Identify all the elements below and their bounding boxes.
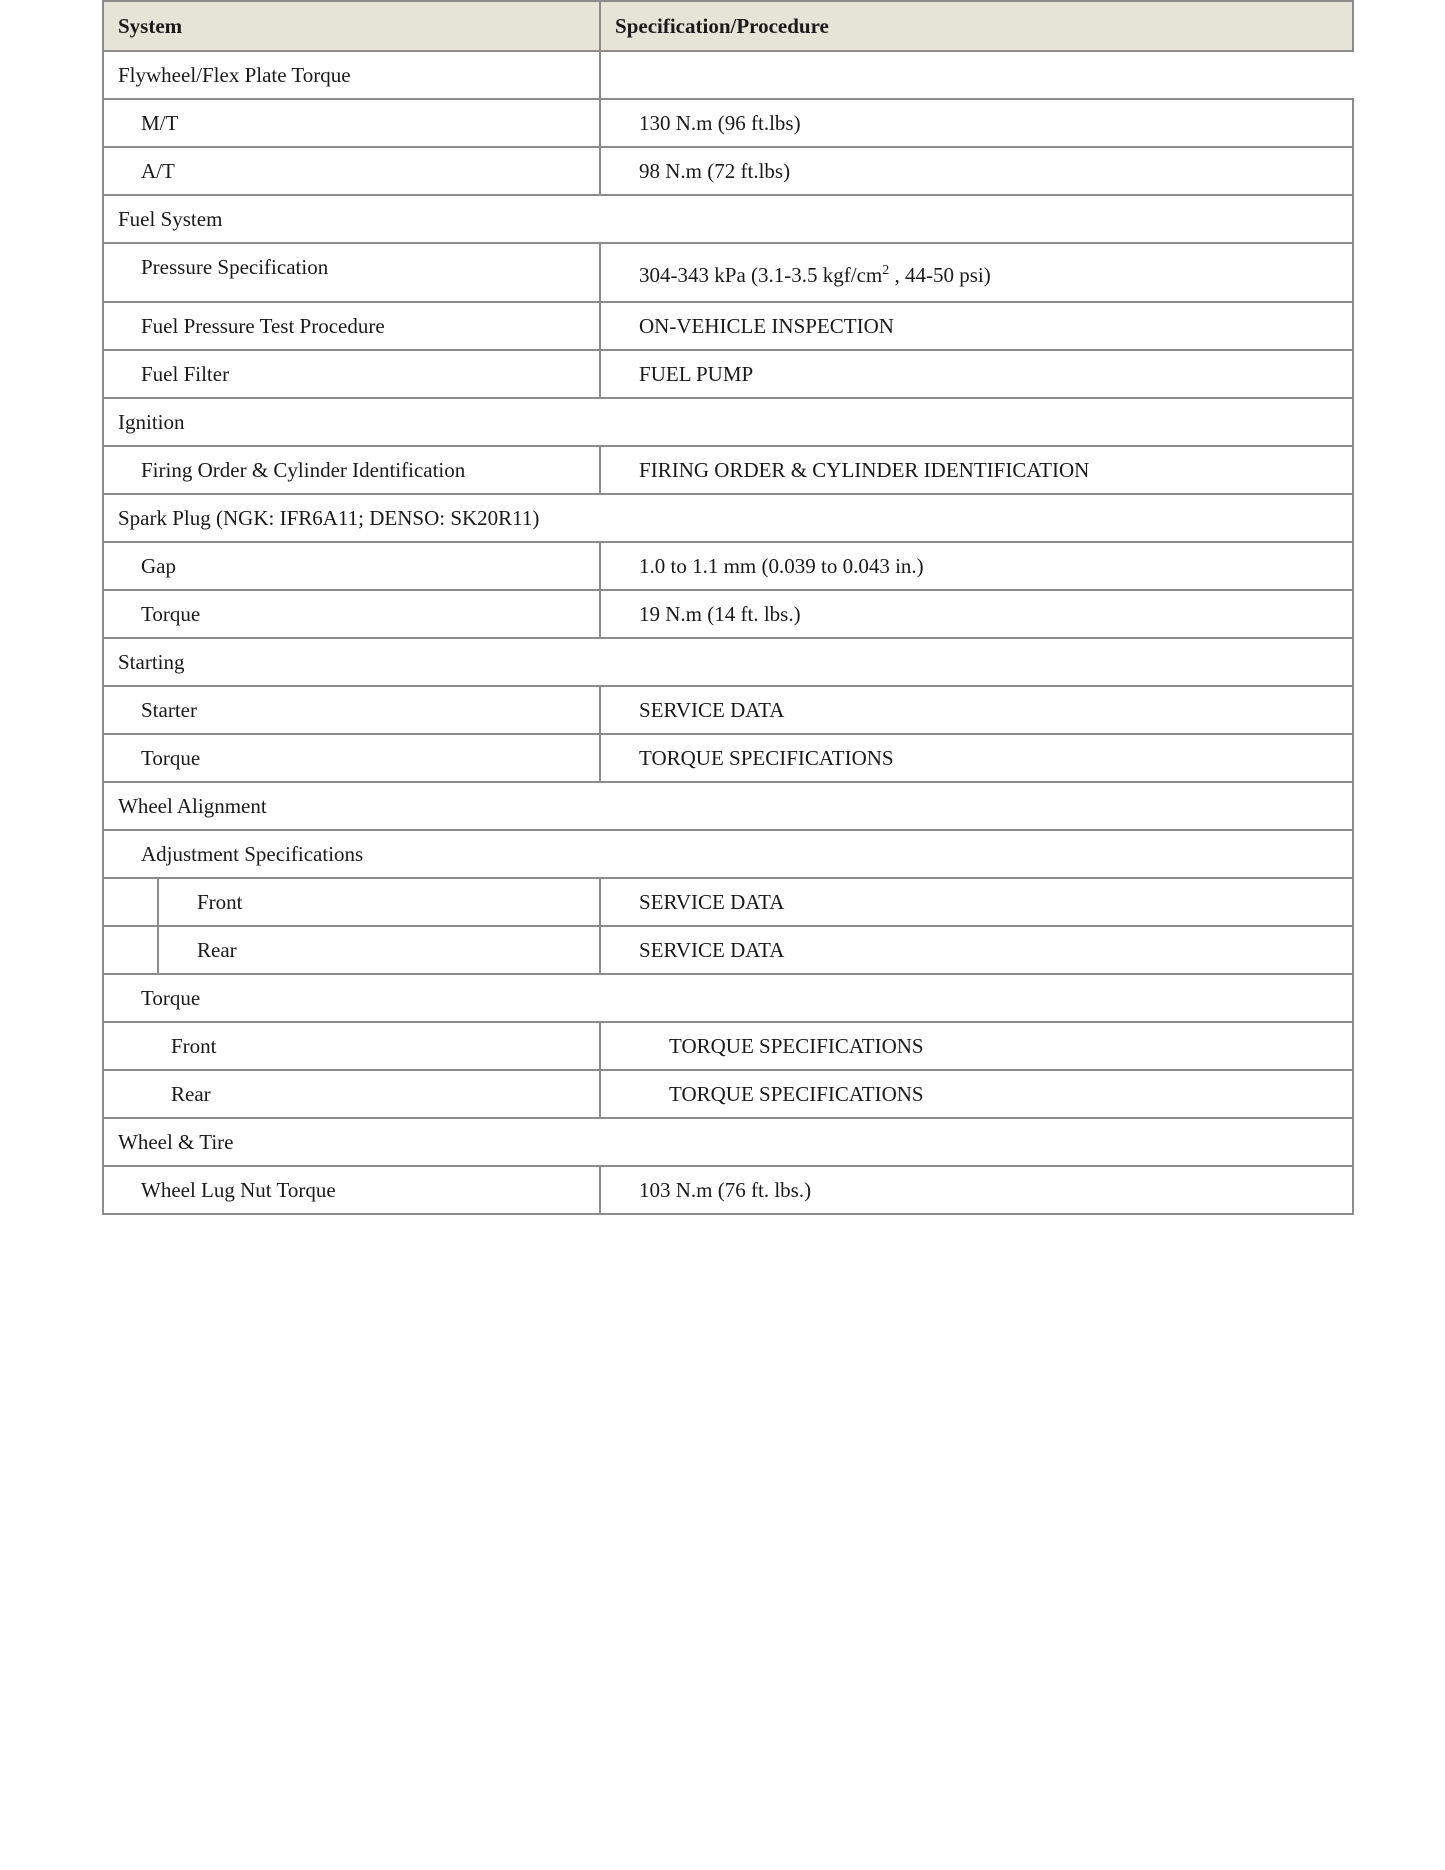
row-value: TORQUE SPECIFICATIONS (600, 734, 1353, 782)
table-row (103, 1022, 1353, 1070)
row-value: SERVICE DATA (600, 878, 1353, 926)
table-row (103, 926, 1353, 974)
row-label: Front (103, 1022, 600, 1070)
empty-cell (600, 51, 1353, 99)
header-system: System (103, 1, 600, 51)
section-label-starting: Starting (103, 638, 1353, 686)
section-row (103, 1118, 1353, 1166)
section-row (103, 782, 1353, 830)
row-label: Torque (103, 734, 600, 782)
table-row (103, 99, 1353, 147)
row-label: A/T (103, 147, 600, 195)
superscript-two: 2 (882, 263, 890, 278)
header-specification: Specification/Procedure (600, 1, 1353, 51)
section-row (103, 51, 1353, 99)
section-row (103, 195, 1353, 243)
section-row (103, 494, 1353, 542)
row-value: 1.0 to 1.1 mm (0.039 to 0.043 in.) (600, 542, 1353, 590)
row-label: Pressure Specification (103, 243, 600, 302)
row-label: Gap (103, 542, 600, 590)
pressure-value-main: 304-343 kPa (3.1-3.5 kgf/cm (639, 263, 883, 287)
table-row (103, 878, 1353, 926)
row-value: FIRING ORDER & CYLINDER IDENTIFICATION (600, 446, 1353, 494)
table-row (103, 542, 1353, 590)
indent-cell (103, 926, 158, 974)
table-row (103, 243, 1353, 302)
row-label: Starter (103, 686, 600, 734)
table-row (103, 446, 1353, 494)
section-label-wheel-alignment: Wheel Alignment (103, 782, 1353, 830)
row-value: FUEL PUMP (600, 350, 1353, 398)
section-row (103, 398, 1353, 446)
row-value: SERVICE DATA (600, 926, 1353, 974)
section-label-wheel-tire: Wheel & Tire (103, 1118, 1353, 1166)
section-label-spark-plug: Spark Plug (NGK: IFR6A11; DENSO: SK20R11) (103, 494, 1353, 542)
section-label-flywheel: Flywheel/Flex Plate Torque (103, 51, 600, 99)
subsection-row (103, 974, 1353, 1022)
table-row (103, 590, 1353, 638)
section-label-ignition: Ignition (103, 398, 1353, 446)
row-label: Fuel Filter (103, 350, 600, 398)
table-row (103, 147, 1353, 195)
subsection-label-torque: Torque (103, 974, 1353, 1022)
pressure-value-tail: , 44-50 psi) (889, 263, 991, 287)
row-value: TORQUE SPECIFICATIONS (600, 1022, 1353, 1070)
row-value: 103 N.m (76 ft. lbs.) (600, 1166, 1353, 1214)
table-row (103, 1070, 1353, 1118)
table-row (103, 734, 1353, 782)
row-label: Rear (103, 1070, 600, 1118)
row-label: M/T (103, 99, 600, 147)
row-label: Rear (158, 926, 600, 974)
row-value (600, 243, 1353, 302)
subsection-label-adjustment: Adjustment Specifications (103, 830, 1353, 878)
row-label: Fuel Pressure Test Procedure (103, 302, 600, 350)
row-value: 130 N.m (96 ft.lbs) (600, 99, 1353, 147)
section-label-fuel: Fuel System (103, 195, 1353, 243)
row-label: Wheel Lug Nut Torque (103, 1166, 600, 1214)
table-row (103, 350, 1353, 398)
indent-cell (103, 878, 158, 926)
table-row (103, 686, 1353, 734)
section-row (103, 638, 1353, 686)
row-value: TORQUE SPECIFICATIONS (600, 1070, 1353, 1118)
row-label: Torque (103, 590, 600, 638)
table-row (103, 1166, 1353, 1214)
specification-table (102, 0, 1354, 1215)
row-value: 98 N.m (72 ft.lbs) (600, 147, 1353, 195)
table-header-row (103, 1, 1353, 51)
row-value: ON-VEHICLE INSPECTION (600, 302, 1353, 350)
subsection-row (103, 830, 1353, 878)
row-value: 19 N.m (14 ft. lbs.) (600, 590, 1353, 638)
row-label: Firing Order & Cylinder Identification (103, 446, 600, 494)
row-value: SERVICE DATA (600, 686, 1353, 734)
table-row (103, 302, 1353, 350)
row-label: Front (158, 878, 600, 926)
